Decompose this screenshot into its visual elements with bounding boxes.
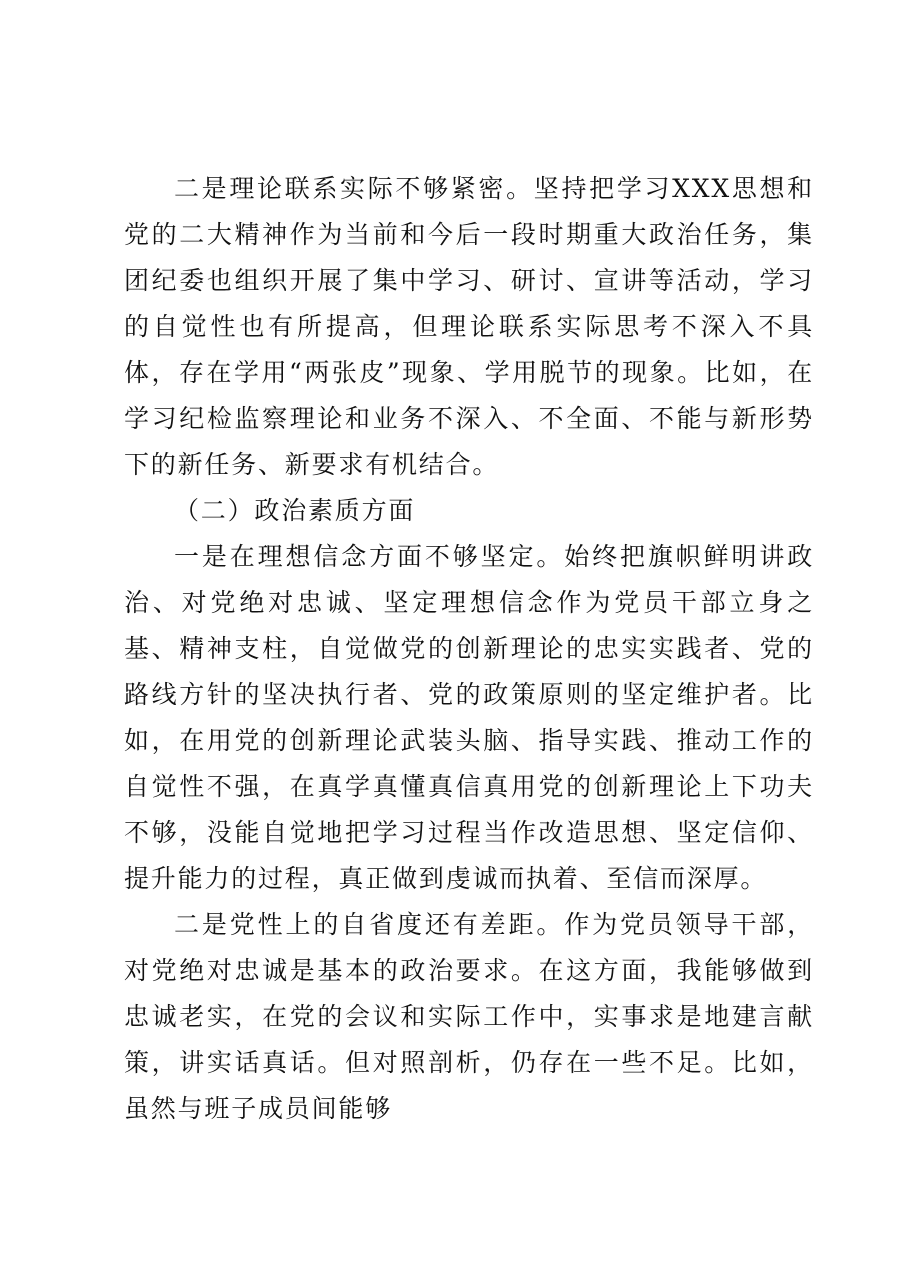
document-body [124, 166, 814, 1132]
section-heading-political-quality: （二）政治素质方面 [174, 496, 416, 525]
paragraph-theory-practice: 二是理论联系实际不够紧密。坚持把学习XXX思想和党的二大精神作为当前和今后一段时期重大政治任务，集团纪委也组织开展了集中学习、研讨、宣讲等活动，学习的自觉性也有所提高，但理论联系实际思考不深入不具体，存在学用“两张皮”现象、学用脱节的现象。比如，在学习纪检监察理论和业务不深入、不全面、不能与新形势下的新任务、新要求有机结合。 [124, 174, 814, 479]
paragraph-ideals-beliefs: 一是在理想信念方面不够坚定。始终把旗帜鲜明讲政治、对党绝对忠诚、坚定理想信念作为党员干部立身之基、精神支柱，自觉做党的创新理论的忠实实践者、党的路线方针的坚决执行者、党的政策原则的坚定维护者。比如，在用党的创新理论武装头脑、指导实践、推动工作的自觉性不强，在真学真懂真信真用党的创新理论上下功夫不够，没能自觉地把学习过程当作改造思想、坚定信仰、提升能力的过程，真正做到虔诚而执着、至信而深厚。 [124, 542, 814, 893]
paragraph-party-spirit: 二是党性上的自省度还有差距。作为党员领导干部，对党绝对忠诚是基本的政治要求。在这方面，我能够做到忠诚老实，在党的会议和实际工作中，实事求是地建言献策，讲实话真话。但对照剖析，仍存在一些不足。比如，虽然与班子成员间能够 [124, 910, 814, 1123]
